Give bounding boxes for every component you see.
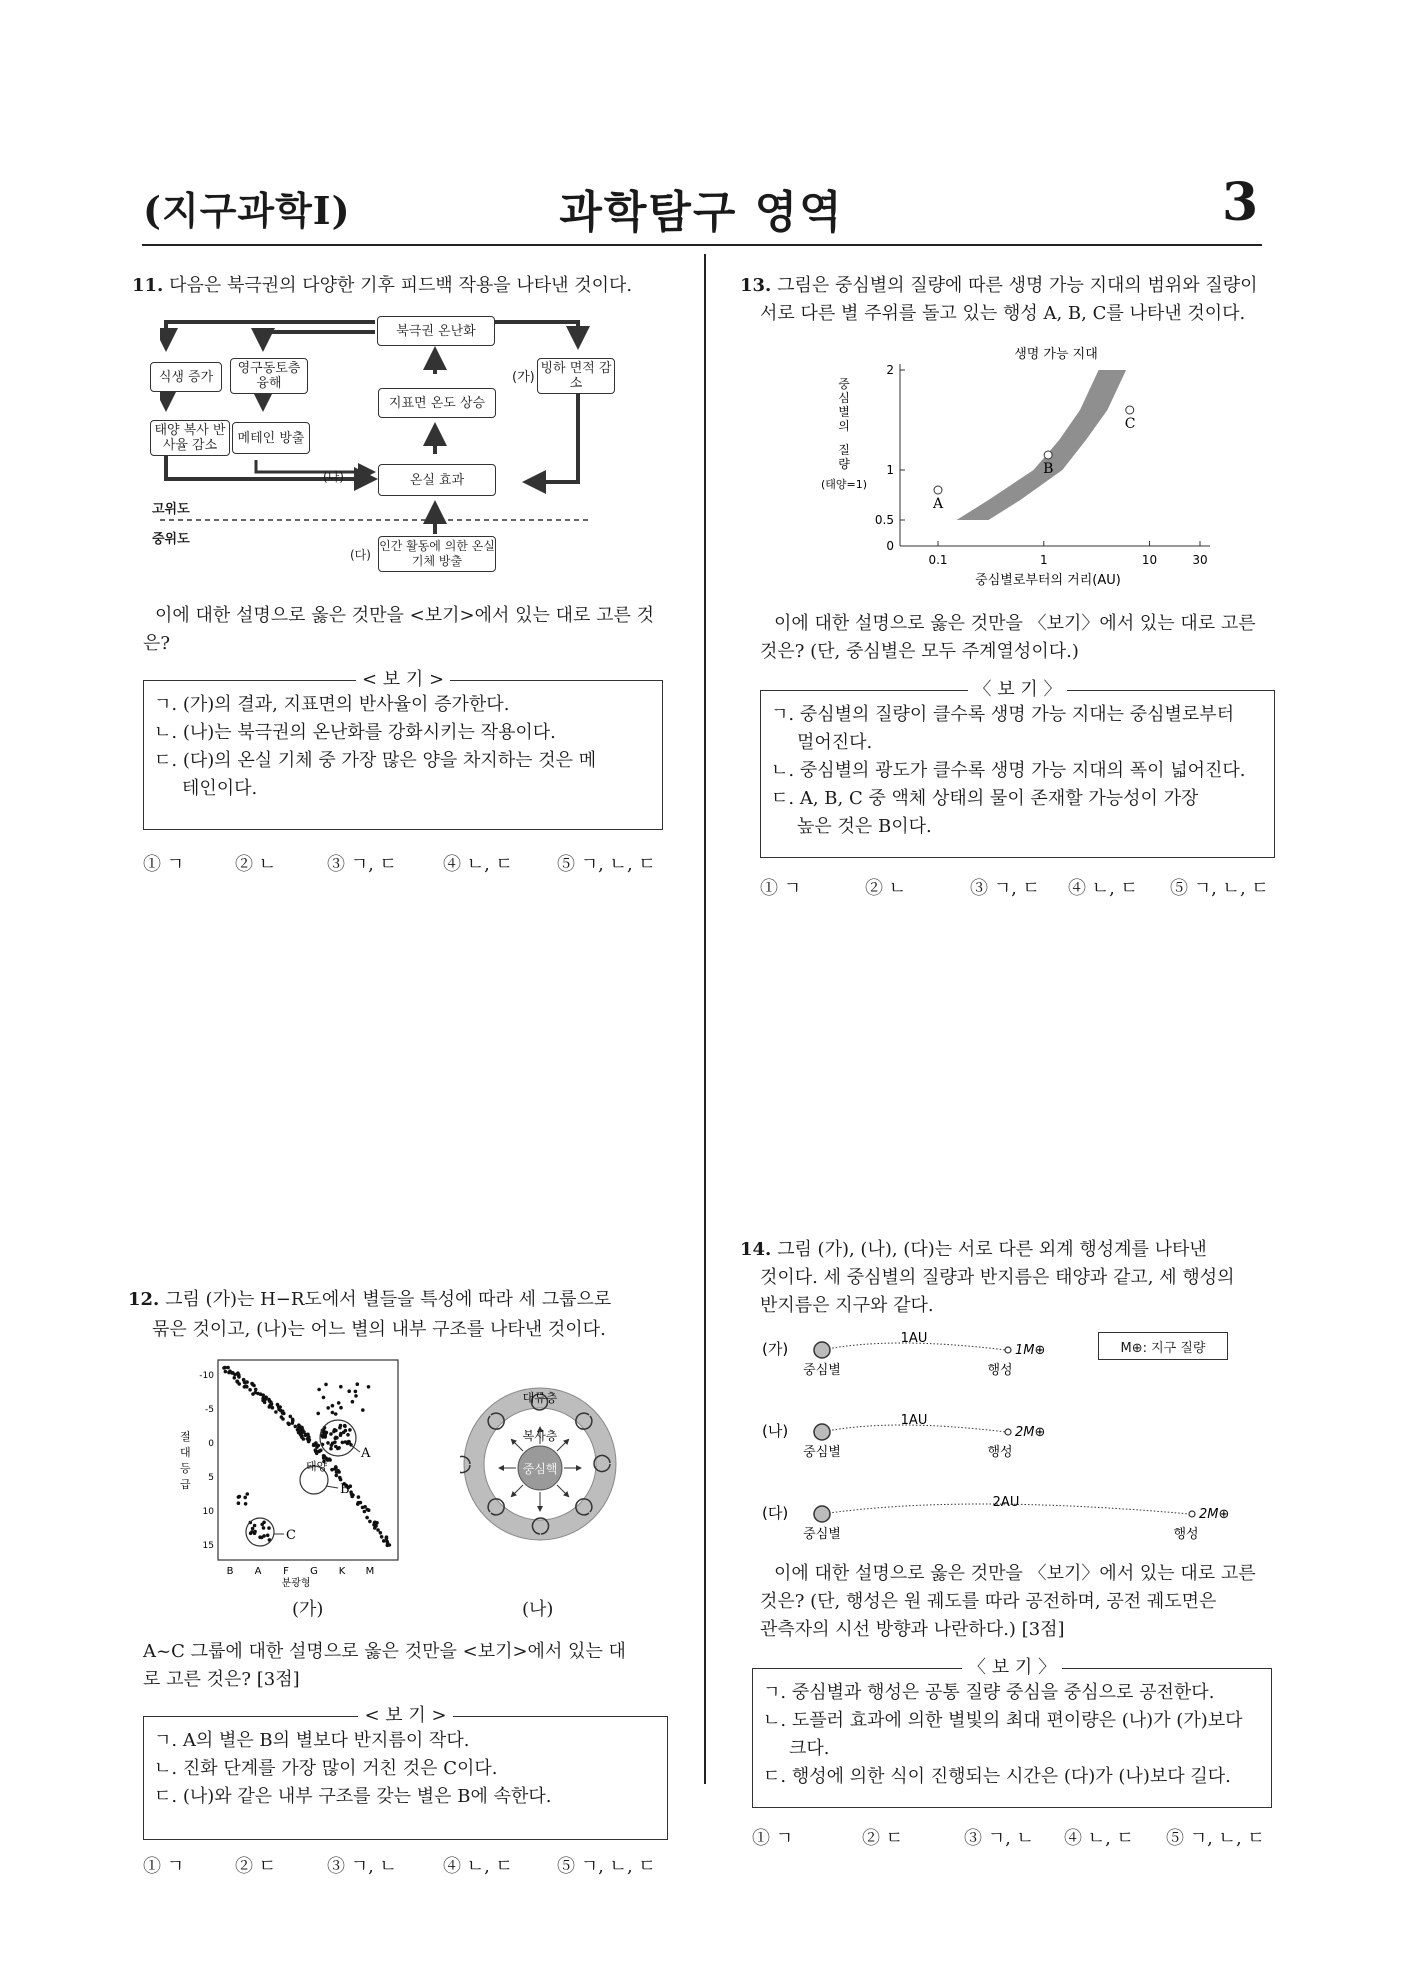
hz-ytick-0: 0 <box>886 539 894 553</box>
hz-ytick-1: 0.5 <box>874 513 894 527</box>
hr-star-dot <box>237 1375 241 1379</box>
hr-star-dot <box>339 1385 343 1389</box>
system-ga-star: 중심별 <box>803 1363 841 1378</box>
hr-star-dot <box>351 1400 355 1404</box>
hr-star-dot <box>253 1524 257 1528</box>
q11-bogi-3b: 테인이다. <box>182 778 258 799</box>
label-na: (나) <box>323 470 344 484</box>
hr-star-dot <box>329 1432 333 1436</box>
hr-star-dot <box>354 1390 358 1394</box>
q12-bogi-3: ㄷ. (나)와 같은 내부 구조를 갖는 별은 B에 속한다. <box>154 1786 552 1807</box>
hr-star-dot <box>317 1388 321 1392</box>
hr-star-dot <box>326 1406 330 1410</box>
hr-star-dot <box>274 1410 278 1414</box>
hz-ytick-2: 1 <box>886 463 894 477</box>
hr-star-dot <box>337 1470 341 1474</box>
q11-option-5[interactable]: ⑤ ㄱ, ㄴ, ㄷ <box>557 854 656 875</box>
hr-star-dot <box>334 1445 338 1449</box>
hr-star-dot <box>286 1422 290 1426</box>
q11-bogi-3: ㄷ. (다)의 온실 기체 중 가장 많은 양을 차지하는 것은 메 <box>154 750 597 771</box>
hr-label-b: B <box>340 1482 350 1497</box>
hr-star-dot <box>376 1528 380 1532</box>
hr-star-dot <box>343 1424 347 1428</box>
system-da-label: (다) <box>762 1504 789 1522</box>
hr-star-dot <box>347 1389 351 1393</box>
hr-star-dot <box>264 1397 268 1401</box>
system-da-planet: 행성 <box>1173 1527 1199 1542</box>
q12-question1: A~C 그룹에 대한 설명으로 옳은 것만을 <보기>에서 있는 대 <box>143 1641 626 1662</box>
hr-ylabel-1: 대 <box>180 1446 191 1459</box>
hr-star-dot <box>357 1501 361 1505</box>
q14-systems <box>760 1330 1240 1550</box>
subject-label: (지구과학Ⅰ) <box>143 188 351 233</box>
hr-star-dot <box>251 1527 255 1531</box>
hr-sun-label: 태양 <box>306 1460 328 1473</box>
system-na-mass: 2M⊕ <box>1015 1425 1046 1440</box>
header-rule <box>142 244 1262 246</box>
hr-star-dot <box>347 1440 351 1444</box>
hr-star-dot <box>267 1526 271 1530</box>
page-number: 3 <box>1222 172 1259 233</box>
hr-star-dot <box>367 1508 371 1512</box>
q14-option-5[interactable]: ⑤ ㄱ, ㄴ, ㄷ <box>1166 1828 1265 1849</box>
hr-star-dot <box>246 1492 250 1496</box>
label-da: (다) <box>350 548 371 562</box>
hz-xtick-2: 10 <box>1141 553 1158 567</box>
q12-option-5[interactable]: ⑤ ㄱ, ㄴ, ㄷ <box>557 1856 656 1877</box>
q12-hr-diagram <box>168 1354 418 1594</box>
hr-star-dot <box>224 1370 228 1374</box>
hr-star-dot <box>373 1526 377 1530</box>
hz-xtick-1: 1 <box>1039 553 1048 567</box>
q12-caption-na: (나) <box>522 1599 554 1620</box>
hr-star-dot <box>233 1376 237 1380</box>
q13-bogi-2: ㄴ. 중심별의 광도가 클수록 생명 가능 지대의 폭이 넓어진다. <box>771 760 1246 781</box>
hr-star-dot <box>297 1424 301 1428</box>
star-na-marker <box>814 1424 830 1440</box>
q11-options <box>143 850 656 876</box>
hr-star-dot <box>300 1426 304 1430</box>
hz-point-c <box>1126 406 1134 414</box>
hr-star-dot <box>332 1430 336 1434</box>
q14-bogi-3: ㄷ. 행성에 의한 식이 진행되는 시간은 (다)가 (나)보다 길다. <box>763 1766 1231 1787</box>
hr-star-dot <box>316 1412 320 1416</box>
system-ga-planet: 행성 <box>987 1363 1013 1378</box>
label-high-lat: 고위도 <box>152 502 190 517</box>
q12-prompt1: 그림 (가)는 H−R도에서 별들을 특성에 따라 세 그룹으로 <box>165 1289 612 1310</box>
hr-star-dot <box>368 1520 372 1524</box>
hr-star-dot <box>329 1447 333 1451</box>
hr-star-dot <box>382 1539 386 1543</box>
hr-star-dot <box>373 1521 377 1525</box>
system-ga-label: (가) <box>762 1340 789 1358</box>
hr-diagram-svg <box>168 1354 418 1594</box>
hr-xlabel: 분광형 <box>281 1578 311 1589</box>
q14-systems-svg <box>760 1330 1240 1550</box>
q13-options <box>760 874 1269 900</box>
system-na-label: (나) <box>762 1422 789 1440</box>
hr-star-dot <box>361 1408 365 1412</box>
hr-star-dot <box>291 1419 295 1423</box>
hz-title: 생명 가능 지대 <box>1014 347 1098 362</box>
hr-star-dot <box>363 1510 367 1514</box>
hz-point-label-a: A <box>933 496 944 512</box>
node-reflectivity: 태양 복사 반사율 감소 <box>150 420 230 456</box>
hr-star-dot <box>269 1403 273 1407</box>
q13-bogi-1b: 멀어진다. <box>797 732 873 753</box>
hr-star-dot <box>328 1457 332 1461</box>
system-da-star: 중심별 <box>803 1527 841 1542</box>
q13-bogi-3: ㄷ. A, B, C 중 액체 상태의 물이 존재할 가능성이 가장 <box>771 788 1199 809</box>
node-greenhouse: 온실 효과 <box>378 464 496 496</box>
q13-question2: 것은? (단, 중심별은 모두 주계열성이다.) <box>760 641 1079 662</box>
hr-star-dot <box>226 1366 230 1370</box>
hr-star-dot <box>262 1526 266 1530</box>
hr-ylabel-2: 등 <box>180 1462 191 1475</box>
q14-prompt2: 것이다. 세 중심별의 질량과 반지름은 태양과 같고, 세 행성의 <box>760 1267 1235 1288</box>
hz-xtick-3: 30 <box>1192 553 1208 567</box>
hr-ytick-5: 15 <box>202 1541 214 1551</box>
hr-ytick-1: -5 <box>205 1405 214 1415</box>
hr-star-dot <box>302 1437 306 1441</box>
star-ga-marker <box>814 1342 830 1358</box>
hr-star-dot <box>281 1417 285 1421</box>
hr-star-dot <box>237 1495 241 1499</box>
hr-star-dot <box>322 1396 326 1400</box>
label-mid-lat: 중위도 <box>152 532 190 547</box>
q12-bogi-2: ㄴ. 진화 단계를 가장 많이 거친 것은 C이다. <box>154 1758 498 1779</box>
q12-structure <box>460 1384 620 1544</box>
node-arctic-warming: 북극권 온난화 <box>377 316 495 346</box>
q11-prompt-line <box>132 272 672 300</box>
hr-xtick-2: F <box>283 1566 289 1577</box>
q14-question1: 이에 대한 설명으로 옳은 것만을 〈보기〉에서 있는 대로 고른 <box>774 1563 1256 1584</box>
planet-da-marker <box>1189 1511 1195 1517</box>
hr-xtick-5: M <box>365 1566 375 1577</box>
hz-point-a <box>934 486 942 494</box>
hr-star-dot <box>306 1433 310 1437</box>
q11-bogi-title: < 보 기 > <box>356 669 450 690</box>
q14-bogi-1: ㄱ. 중심별과 행성은 공통 질량 중심을 중심으로 공전한다. <box>763 1682 1215 1703</box>
q11-prompt: 다음은 북극권의 다양한 기후 피드백 작용을 나타낸 것이다. <box>169 275 633 296</box>
q14-option-2[interactable]: ② ㄷ <box>862 1828 904 1849</box>
q14-bogi-box <box>752 1657 1272 1808</box>
q14-option-3[interactable]: ③ ㄱ, ㄴ <box>964 1828 1034 1849</box>
q12-options <box>143 1852 656 1878</box>
star-da-marker <box>814 1506 830 1522</box>
hr-star-dot <box>339 1433 343 1437</box>
system-da-mass: 2M⊕ <box>1199 1507 1230 1522</box>
hr-star-dot <box>251 1382 255 1386</box>
hr-star-dot <box>386 1544 390 1548</box>
structure-radiative: 복사층 <box>522 1429 558 1443</box>
hr-xtick-4: K <box>338 1566 346 1577</box>
node-sea-ice: 빙하 면적 감소 <box>537 358 615 394</box>
q11-option-2[interactable]: ② ㄴ <box>235 854 277 875</box>
hr-star-dot <box>367 1385 371 1389</box>
q13-option-2[interactable]: ② ㄴ <box>865 878 907 899</box>
hr-star-dot <box>279 1409 283 1413</box>
q12-bogi-1: ㄱ. A의 별은 B의 별보다 반지름이 작다. <box>154 1730 470 1751</box>
hr-star-dot <box>294 1425 298 1429</box>
q13-prompt-line1 <box>740 272 1280 300</box>
system-na-distance: 1AU <box>900 1413 928 1428</box>
habitable-zone-chart <box>800 338 1240 588</box>
hr-star-dot <box>348 1428 352 1432</box>
hr-star-dot <box>337 1401 341 1405</box>
hr-star-dot <box>346 1433 350 1437</box>
hr-ylabel-3: 급 <box>180 1478 191 1491</box>
q11-option-1[interactable]: ① ㄱ <box>143 854 185 875</box>
hz-ylabel-4: 질 <box>838 443 850 457</box>
system-ga-distance: 1AU <box>900 1331 928 1346</box>
hz-point-label-b: B <box>1043 461 1054 477</box>
q13-bogi-box <box>760 679 1275 858</box>
hr-star-dot <box>299 1433 303 1437</box>
hz-xlabel: 중심별로부터의 거리(AU) <box>975 573 1121 588</box>
hr-star-dot <box>334 1437 338 1441</box>
hr-star-dot <box>243 1496 247 1500</box>
hr-star-dot <box>244 1502 248 1506</box>
system-da-distance: 2AU <box>992 1495 1020 1510</box>
hr-star-dot <box>248 1388 252 1392</box>
hz-ylabel-5: 량 <box>838 457 850 471</box>
hr-star-dot <box>277 1405 281 1409</box>
planet-ga-marker <box>1005 1347 1011 1353</box>
hr-star-dot <box>262 1521 266 1525</box>
hr-star-dot <box>253 1530 257 1534</box>
hr-label-a: A <box>361 1446 371 1461</box>
system-ga-mass: 1M⊕ <box>1015 1343 1046 1358</box>
q14-legend: M⊕: 지구 질량 <box>1098 1332 1228 1360</box>
hr-star-dot <box>334 1412 338 1416</box>
q13-prompt2: 서로 다른 별 주위를 돌고 있는 행성 A, B, C를 나타낸 것이다. <box>760 303 1246 324</box>
hr-star-dot <box>379 1531 383 1535</box>
node-vegetation: 식생 증가 <box>150 362 222 392</box>
hr-star-dot <box>254 1388 258 1392</box>
habitable-zone-band <box>957 370 1127 520</box>
q11-bogi-1: ㄱ. (가)의 결과, 지표면의 반사율이 증가한다. <box>154 694 510 715</box>
system-na-star: 중심별 <box>803 1445 841 1460</box>
q11-question: 이에 대한 설명으로 옳은 것만을 <보기>에서 있는 대로 고른 것은? <box>143 605 654 654</box>
hz-ytick-3: 2 <box>886 363 894 377</box>
q13-option-5[interactable]: ⑤ ㄱ, ㄴ, ㄷ <box>1170 878 1269 899</box>
q11-bogi-2: ㄴ. (나)는 북극권의 온난화를 강화시키는 작용이다. <box>154 722 556 743</box>
q14-number: 14. <box>740 1239 772 1260</box>
node-permafrost: 영구동토층 융해 <box>230 358 308 394</box>
hr-star-dot <box>334 1466 338 1470</box>
hr-star-dot <box>324 1383 328 1387</box>
hr-star-dot <box>231 1371 235 1375</box>
hr-star-dot <box>266 1534 270 1538</box>
hr-ytick-2: 0 <box>208 1439 214 1449</box>
hr-star-dot <box>385 1537 389 1541</box>
hr-star-dot <box>237 1501 241 1505</box>
q12-option-3[interactable]: ③ ㄱ, ㄴ <box>327 1856 397 1877</box>
q12-bogi-title: < 보 기 > <box>358 1705 452 1726</box>
q12-number: 12. <box>128 1289 160 1310</box>
page-title: 과학탐구 영역 <box>559 187 844 238</box>
node-human: 인간 활동에 의한 온실 기체 방출 <box>378 536 496 572</box>
q12-option-1[interactable]: ① ㄱ <box>143 1856 185 1877</box>
hr-star-dot <box>222 1366 226 1370</box>
hr-star-dot <box>331 1411 335 1415</box>
hr-star-dot <box>380 1535 384 1539</box>
hr-star-dot <box>357 1495 361 1499</box>
q13-option-4[interactable]: ④ ㄴ, ㄷ <box>1068 878 1138 899</box>
q12-option-2[interactable]: ② ㄷ <box>235 1856 277 1877</box>
hr-star-dot <box>319 1449 323 1453</box>
hr-star-dot <box>339 1406 343 1410</box>
q14-prompt-line1 <box>740 1236 1280 1264</box>
q14-bogi-2b: 크다. <box>789 1738 830 1759</box>
q12-bogi-box <box>143 1705 668 1840</box>
q12-option-4[interactable]: ④ ㄴ, ㄷ <box>443 1856 513 1877</box>
q13-option-3[interactable]: ③ ㄱ, ㄷ <box>970 878 1040 899</box>
hr-star-dot <box>365 1516 369 1520</box>
q13-number: 13. <box>740 275 772 296</box>
hr-star-dot <box>249 1532 253 1536</box>
q14-prompt3: 반지름은 지구와 같다. <box>760 1295 934 1316</box>
hr-ytick-4: 10 <box>202 1507 214 1517</box>
q12-question2: 로 고른 것은? [3점] <box>143 1669 300 1690</box>
q14-bogi-title: 〈 보 기 〉 <box>962 1657 1062 1678</box>
hr-xtick-1: A <box>254 1566 262 1577</box>
hz-ylabel-3: 의 <box>838 419 850 433</box>
hr-ylabel-0: 절 <box>180 1430 191 1443</box>
hr-star-dot <box>321 1435 325 1439</box>
hz-ylabel-2: 별 <box>838 405 850 419</box>
q13-prompt1: 그림은 중심별의 질량에 따른 생명 가능 지대의 범위와 질량이 <box>777 275 1258 296</box>
hr-star-dot <box>331 1404 335 1408</box>
q11-number: 11. <box>132 275 164 296</box>
q14-question3: 관측자의 시선 방향과 나란하다.) [3점] <box>760 1619 1065 1640</box>
q14-bogi-2: ㄴ. 도플러 효과에 의한 별빛의 최대 편이량은 (나)가 (가)보다 <box>763 1710 1243 1731</box>
hz-point-b <box>1044 451 1052 459</box>
hr-xtick-0: B <box>226 1566 234 1577</box>
hr-star-dot <box>339 1478 343 1482</box>
hr-star-dot <box>354 1394 358 1398</box>
q14-question2: 것은? (단, 행성은 원 궤도를 따라 공전하며, 공전 궤도면은 <box>760 1591 1217 1612</box>
hr-star-dot <box>314 1441 318 1445</box>
hr-star-dot <box>308 1438 312 1442</box>
hr-ytick-0: -10 <box>199 1371 214 1381</box>
q12-caption-ga: (가) <box>292 1599 324 1620</box>
hz-ylabel-1: 심 <box>838 391 850 405</box>
q11-option-3[interactable]: ③ ㄱ, ㄷ <box>327 854 397 875</box>
q13-bogi-3b: 높은 것은 B이다. <box>797 816 932 837</box>
node-surface-temp: 지표면 온도 상승 <box>378 388 496 418</box>
hr-star-dot <box>344 1440 348 1444</box>
structure-convective: 대류층 <box>522 1391 558 1405</box>
q13-bogi-1: ㄱ. 중심별의 질량이 클수록 생명 가능 지대는 중심별로부터 <box>771 704 1235 725</box>
hr-label-c: C <box>286 1528 296 1543</box>
hr-star-dot <box>296 1428 300 1432</box>
hr-star-dot <box>254 1391 258 1395</box>
structure-core: 중심핵 <box>522 1462 558 1476</box>
hr-star-dot <box>335 1474 339 1478</box>
q14-prompt1: 그림 (가), (나), (다)는 서로 다른 외계 행성계를 나타낸 <box>777 1239 1207 1260</box>
q13-question1: 이에 대한 설명으로 옳은 것만을 〈보기〉에서 있는 대로 고른 <box>774 613 1256 634</box>
hr-star-dot <box>356 1382 360 1386</box>
hr-star-dot <box>235 1380 239 1384</box>
hr-ytick-3: 5 <box>208 1473 214 1483</box>
hr-star-dot <box>289 1415 293 1419</box>
q13-option-1[interactable]: ① ㄱ <box>760 878 802 899</box>
q13-chart <box>800 338 1240 588</box>
hz-ylabel-6: (태양=1) <box>820 478 868 491</box>
hr-star-dot <box>260 1536 264 1540</box>
label-ga: (가) <box>512 370 535 385</box>
hr-star-dot <box>361 1506 365 1510</box>
hr-star-dot <box>326 1441 330 1445</box>
q13-bogi-title: 〈 보 기 〉 <box>968 679 1068 700</box>
hr-star-dot <box>243 1380 247 1384</box>
column-divider <box>704 254 706 1784</box>
hz-xtick-0: 0.1 <box>928 553 948 567</box>
hr-star-dot <box>245 1385 249 1389</box>
hz-point-label-c: C <box>1124 416 1136 432</box>
system-na-planet: 행성 <box>987 1445 1013 1460</box>
q14-option-1[interactable]: ① ㄱ <box>752 1828 794 1849</box>
hr-xtick-3: G <box>310 1566 318 1577</box>
node-methane: 메테인 방출 <box>232 422 310 454</box>
q14-option-4[interactable]: ④ ㄴ, ㄷ <box>1064 1828 1134 1849</box>
planet-na-marker <box>1005 1429 1011 1435</box>
q12-prompt2: 묶은 것이고, (나)는 어느 별의 내부 구조를 나타낸 것이다. <box>152 1319 606 1340</box>
hr-star-dot <box>338 1426 342 1430</box>
hz-ylabel-0: 중 <box>838 377 850 391</box>
hr-star-dot <box>342 1431 346 1435</box>
q11-diagram <box>152 312 612 582</box>
hr-star-dot <box>350 1495 354 1499</box>
q12-prompt-line1 <box>128 1286 688 1314</box>
q14-options <box>752 1824 1265 1850</box>
structure-svg <box>460 1384 620 1544</box>
q11-option-4[interactable]: ④ ㄴ, ㄷ <box>443 854 513 875</box>
hr-star-dot <box>333 1440 337 1444</box>
q11-bogi-box <box>143 669 663 830</box>
